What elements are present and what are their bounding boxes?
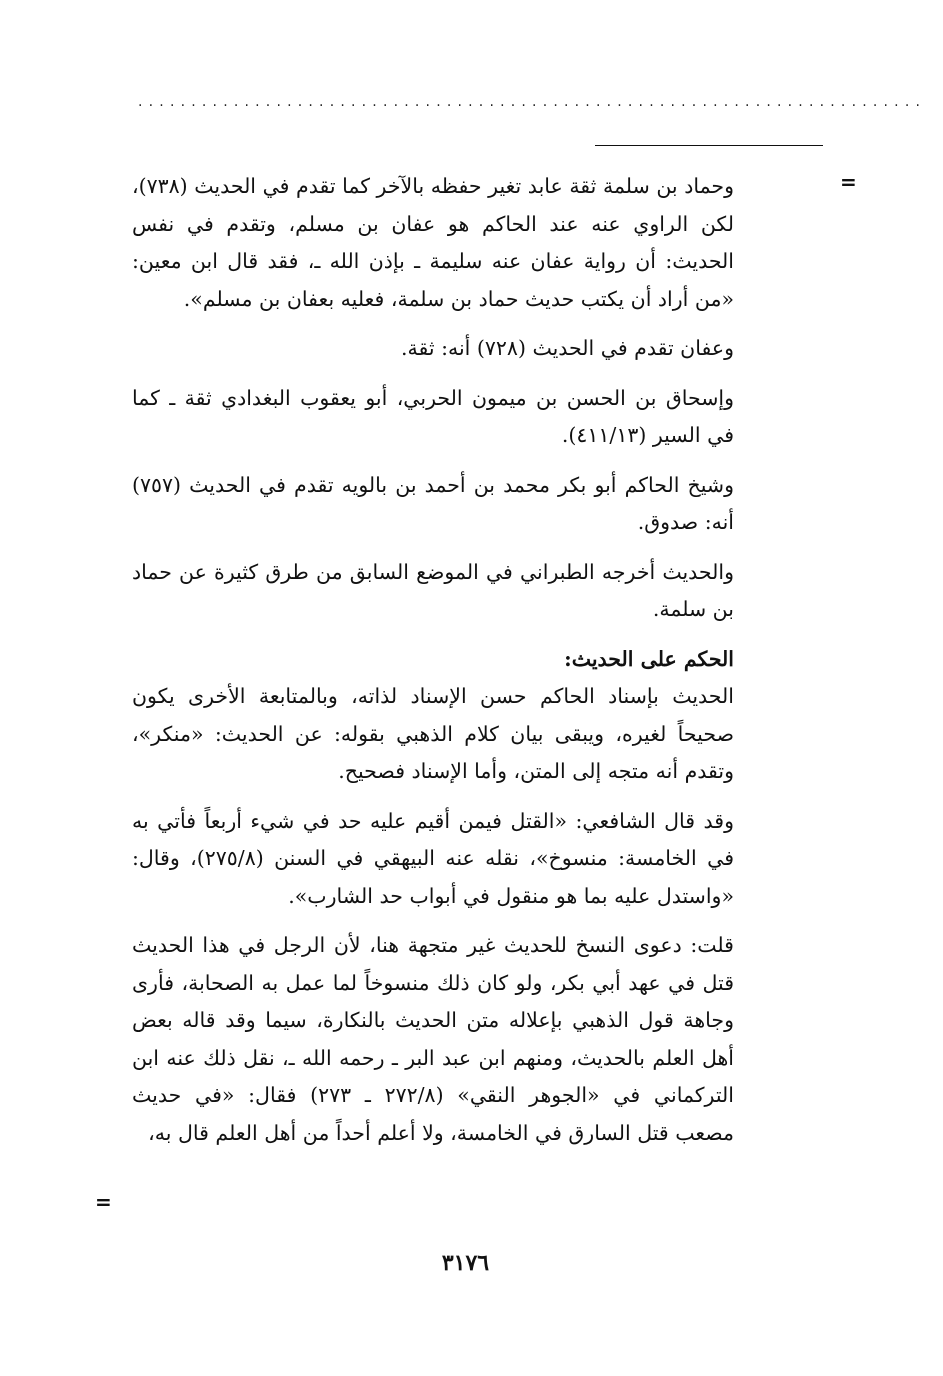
continuation-mark-bottom: =: [95, 1190, 112, 1214]
paragraph-ishaq: وإسحاق بن الحسن بن ميمون الحربي، أبو يعقوب البغدادي ثقة ـ كما في السير (٤١١/١٣).: [132, 385, 734, 447]
page-number: ٣١٧٦: [441, 1250, 490, 1276]
continuation-mark-top: =: [840, 170, 857, 194]
section-heading: الحكم على الحديث:: [564, 646, 734, 671]
paragraph-tabarani: والحديث أخرجه الطبراني في الموضع السابق من طرق كثيرة عن حماد بن سلمة.: [132, 559, 734, 621]
paragraph-sheikh-hakim: وشيخ الحاكم أبو بكر محمد بن أحمد بن بالويه تقدم في الحديث (٧٥٧) أنه: صدوق.: [132, 472, 734, 534]
page-body: [132, 168, 734, 1164]
paragraph-affan: وعفان تقدم في الحديث (٧٢٨) أنه: ثقة.: [400, 336, 734, 360]
dotted-separator: ..........................................................................: [138, 94, 927, 110]
paragraph-shafii: وقد قال الشافعي: «القتل فيمن أقيم عليه حد في شيء أربعاً فأتي به في الخامسة: منسوخ»، نقله عنه البيهقي في السنن (٢٧٥/٨)، وقال: «واستدل عليه بما هو منقول في أبواب حد الشارب».: [132, 808, 734, 908]
paragraph-ruling: الحديث بإسناد الحاكم حسن الإسناد لذاته، وبالمتابعة الأخرى يكون صحيحاً لغيره، ويبقى بيان كلام الذهبي بقوله: عن الحديث: «منكر»، وتقدم أنه متجه إلى المتن، وأما الإسناد فصحيح.: [132, 684, 734, 783]
footnote-rule: [595, 145, 823, 146]
paragraph-hammad: وحماد بن سلمة ثقة عابد تغير حفظه بالآخر كما تقدم في الحديث (٧٣٨)، لكن الراوي عنه عند الحاكم هو عفان بن مسلم، وتقدم في نفس الحديث: أن رواية عفان عنه سليمة ـ بإذن الله ـ، فقد قال ابن معين: «من أراد أن يكتب حديث حماد بن سلمة، فعليه بعفان بن مسلم».: [132, 174, 734, 311]
paragraph-qultu: قلت: دعوى النسخ للحديث غير متجهة هنا، لأن الرجل في هذا الحديث قتل في عهد أبي بكر، ولو كان ذلك منسوخاً لما عمل به الصحابة، فأرى وجاهة قول الذهبي بإعلاله متن الحديث بالنكارة، سيما وقد قاله بعض أهل العلم بالحديث، ومنهم ابن عبد البر ـ رحمه الله ـ، نقل ذلك عنه ابن التركماني في «الجوهر النقي» (٢٧٢/٨ ـ ٢٧٣) فقال: «في حديث مصعب قتل السارق في الخامسة، ولا أعلم أحداً من أهل العلم قال به،: [132, 933, 734, 1145]
